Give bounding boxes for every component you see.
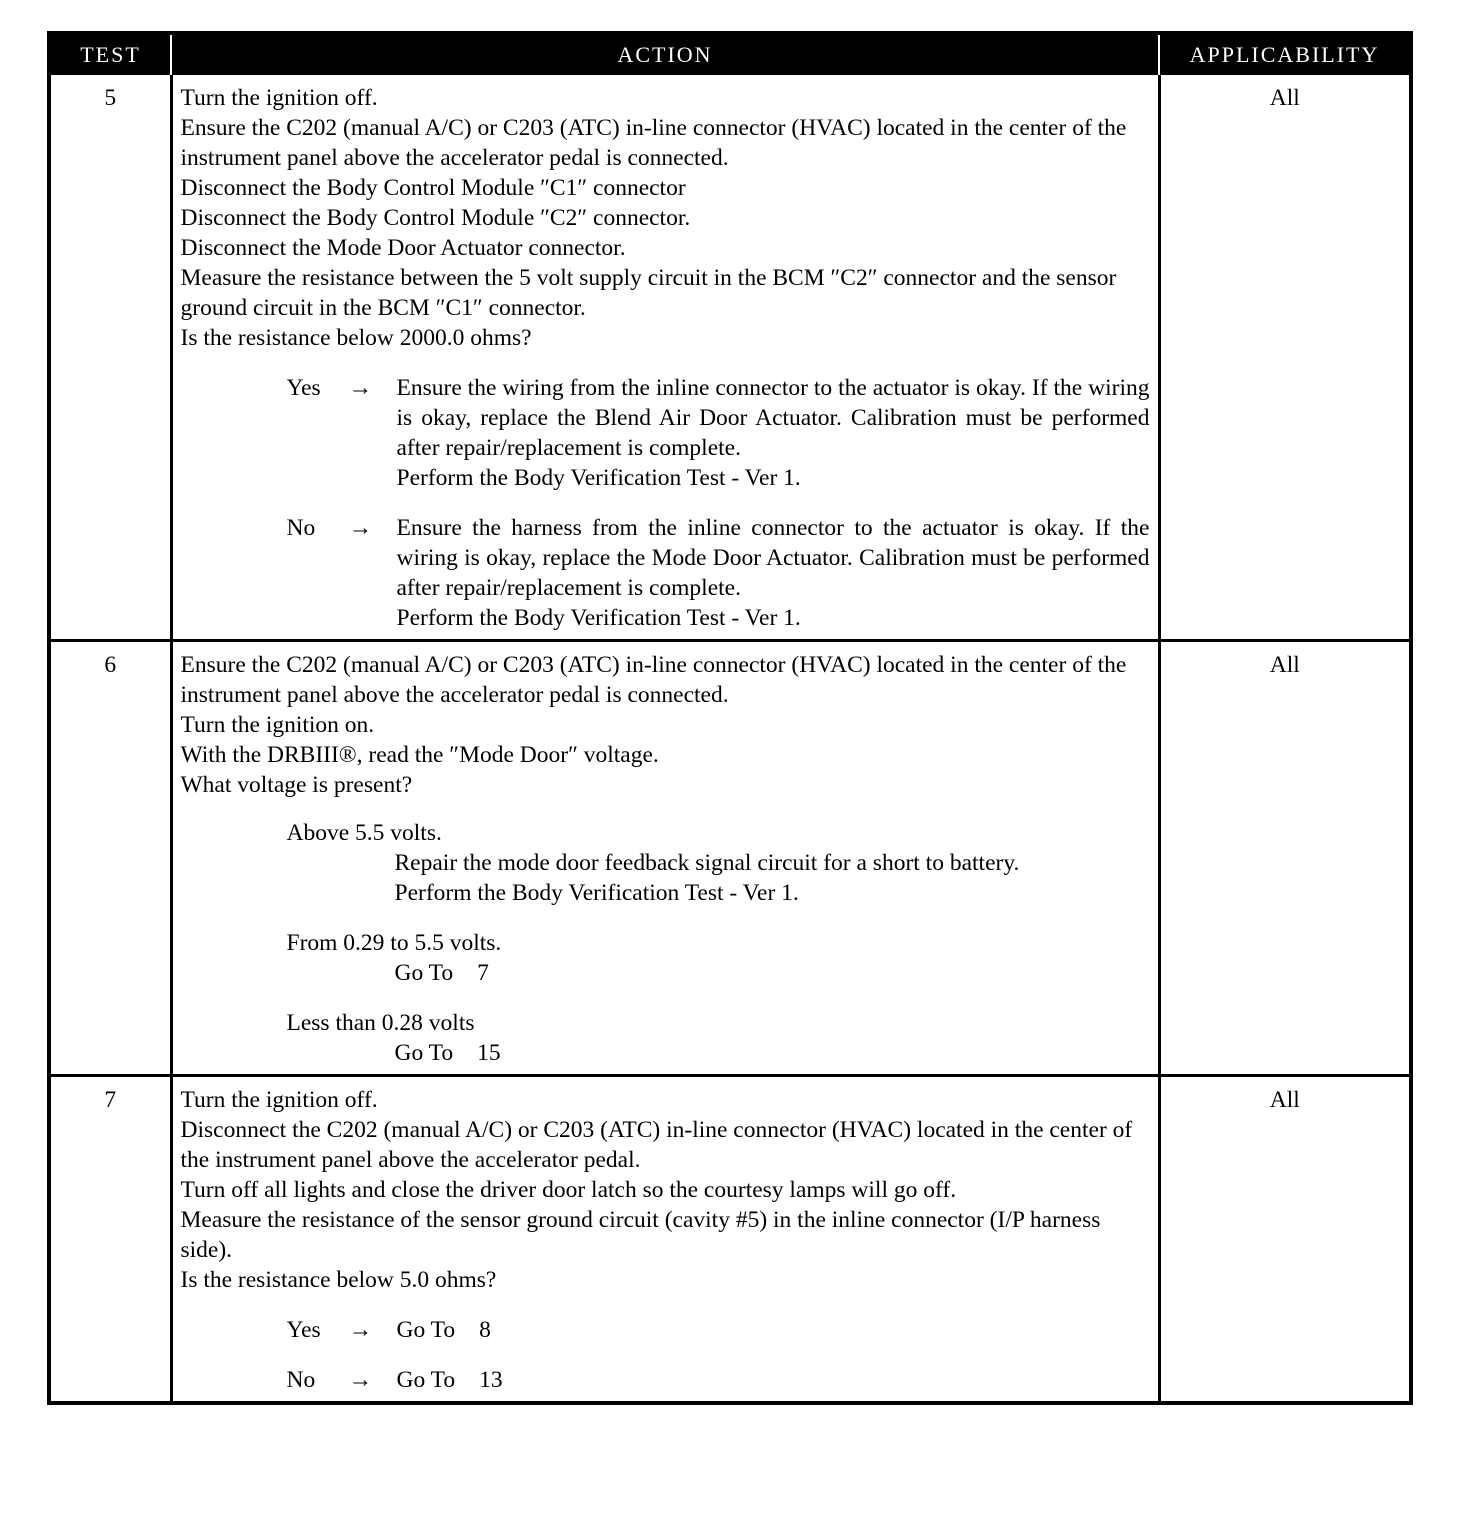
applicability-value: All <box>1159 641 1409 1076</box>
branch-yes <box>181 373 1150 493</box>
branch-text: Ensure the harness from the inline connector to the actuator is okay. If the wiring is okay, replace the Mode Door Actuator. Calibration must be performed after repair/replacement is complete. <box>396 515 1150 601</box>
action-line: Turn the ignition off. <box>180 85 378 111</box>
voltage-case <box>287 1008 1150 1068</box>
verification-text: Perform the Body Verification Test - Ver 1. <box>394 880 799 906</box>
branch-label: Yes <box>286 375 321 401</box>
voltage-condition: From 0.29 to 5.5 volts. <box>286 930 502 956</box>
voltage-condition: Less than 0.28 volts <box>286 1010 475 1036</box>
action-question: Is the resistance below 5.0 ohms? <box>180 1267 497 1293</box>
goto-instruction <box>397 1365 1150 1395</box>
arrow-right-icon: → <box>348 375 372 401</box>
action-line: Disconnect the Mode Door Actuator connector. <box>180 235 626 261</box>
goto-step: 15 <box>477 1040 501 1066</box>
test-number: 6 <box>51 641 171 1076</box>
voltage-condition: Above 5.5 volts. <box>286 820 442 846</box>
test-number: 5 <box>51 75 171 641</box>
action-question: Is the resistance below 2000.0 ohms? <box>180 325 532 351</box>
goto-instruction <box>395 958 1150 988</box>
action-line: Turn the ignition on. <box>180 712 375 738</box>
arrow-right-icon: → <box>348 515 372 541</box>
action-line: Ensure the C202 (manual A/C) or C203 (ATC) in-line connector (HVAC) located in the center of the instrument panel above the accelerator pedal is connected. <box>180 115 1127 171</box>
branch-label: No <box>286 515 316 541</box>
branch-label: No <box>286 1367 316 1393</box>
table-row <box>51 75 1409 641</box>
action-line: With the DRBIII®, read the ″Mode Door″ voltage. <box>180 742 659 768</box>
action-line: Measure the resistance between the 5 volt supply circuit in the BCM ″C2″ connector and the sensor ground circuit in the BCM ″C1″ connector. <box>180 265 1117 321</box>
action-line: Turn off all lights and close the driver door latch so the courtesy lamps will go off. <box>180 1177 957 1203</box>
action-cell <box>171 75 1159 641</box>
action-line: Turn the ignition off. <box>180 1087 378 1113</box>
goto-label: Go To <box>394 1040 454 1066</box>
branch-text: Ensure the wiring from the inline connector to the actuator is okay. If the wiring is okay, replace the Blend Air Door Actuator. Calibration must be performed after repair/replacement is complete. <box>396 375 1150 461</box>
test-table <box>51 35 1409 1401</box>
action-question: What voltage is present? <box>180 772 413 798</box>
action-cell <box>171 641 1159 1076</box>
voltage-case <box>287 928 1150 988</box>
verification-text: Perform the Body Verification Test - Ver 1. <box>396 605 801 631</box>
arrow-right-icon: → <box>348 1367 372 1393</box>
header-test: TEST <box>51 35 171 75</box>
branch-result <box>397 373 1150 493</box>
applicability-value: All <box>1159 75 1409 641</box>
goto-instruction <box>397 1315 1150 1345</box>
diagnostic-test-table <box>47 31 1413 1405</box>
goto-step: 8 <box>479 1317 491 1343</box>
branch-yes <box>181 1315 1150 1345</box>
table-row <box>51 1076 1409 1402</box>
action-line: Disconnect the Body Control Module ″C1″ connector <box>180 175 686 201</box>
branch-list <box>181 373 1150 633</box>
goto-step: 13 <box>479 1367 503 1393</box>
voltage-case <box>287 818 1150 908</box>
action-cell <box>171 1076 1159 1402</box>
branch-result <box>397 513 1150 633</box>
branch-no <box>181 1365 1150 1395</box>
goto-label: Go To <box>394 960 454 986</box>
header-row <box>51 35 1409 75</box>
applicability-value: All <box>1159 1076 1409 1402</box>
header-applicability: APPLICABILITY <box>1159 35 1409 75</box>
header-action: ACTION <box>171 35 1159 75</box>
table-row <box>51 641 1409 1076</box>
action-line: Disconnect the Body Control Module ″C2″ connector. <box>180 205 691 231</box>
goto-label: Go To <box>396 1367 456 1393</box>
arrow-right-icon: → <box>348 1317 372 1343</box>
goto-step: 7 <box>477 960 489 986</box>
action-line: Disconnect the C202 (manual A/C) or C203 (ATC) in-line connector (HVAC) located in the center of the instrument panel above the accelerator pedal. <box>180 1117 1133 1173</box>
goto-instruction <box>395 1038 1150 1068</box>
action-line: Ensure the C202 (manual A/C) or C203 (ATC) in-line connector (HVAC) located in the center of the instrument panel above the accelerator pedal is connected. <box>180 652 1127 708</box>
branch-label: Yes <box>286 1317 321 1343</box>
branch-list <box>181 1315 1150 1395</box>
verification-text: Perform the Body Verification Test - Ver 1. <box>396 465 801 491</box>
branch-no <box>181 513 1150 633</box>
voltage-result: Repair the mode door feedback signal circuit for a short to battery. <box>394 850 1020 876</box>
action-line: Measure the resistance of the sensor ground circuit (cavity #5) in the inline connector (I/P harness side). <box>180 1207 1101 1263</box>
goto-label: Go To <box>396 1317 456 1343</box>
test-number: 7 <box>51 1076 171 1402</box>
